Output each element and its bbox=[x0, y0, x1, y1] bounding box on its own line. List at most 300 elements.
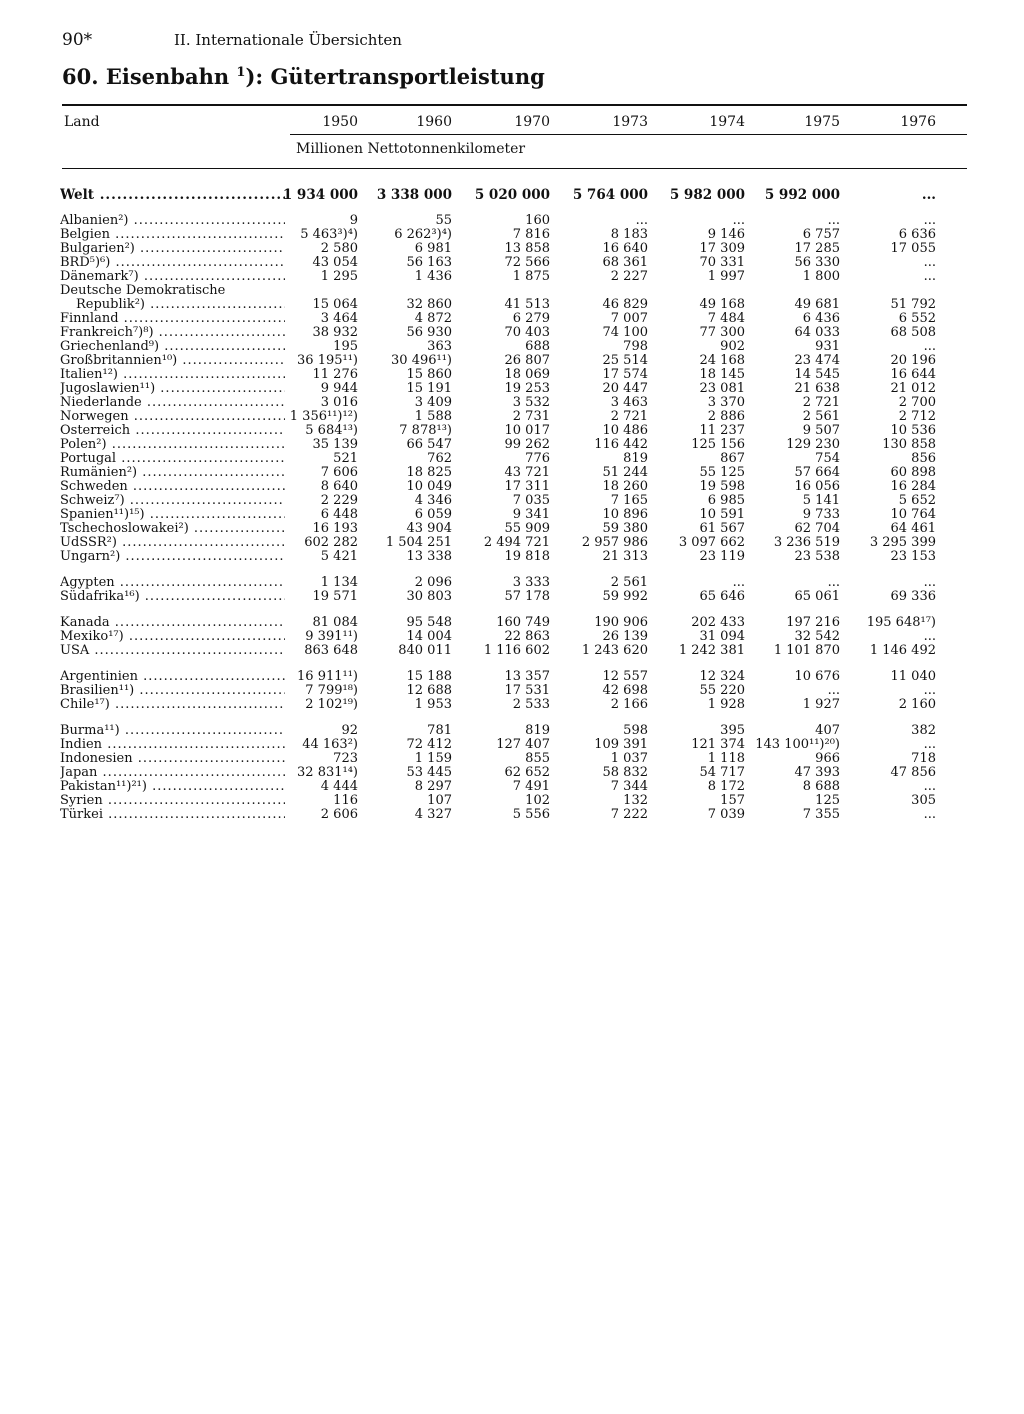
table-row bbox=[0, 766, 1024, 780]
value-cell: 2 102¹⁹) bbox=[305, 697, 358, 712]
value-cell: 70 403 bbox=[504, 325, 550, 340]
year-header: 1976 bbox=[900, 114, 936, 130]
header-mid-rule bbox=[290, 134, 967, 135]
value-cell: 32 831¹⁴) bbox=[297, 765, 358, 780]
value-cell: 6 636 bbox=[898, 227, 936, 242]
value-cell: 14 545 bbox=[794, 367, 840, 382]
value-cell: 10 049 bbox=[406, 479, 452, 494]
country-label: Norwegen ..... bbox=[60, 410, 285, 424]
value-cell: 35 139 bbox=[312, 437, 358, 452]
table-row bbox=[0, 808, 1024, 822]
value-cell: 17 055 bbox=[890, 241, 936, 256]
section-title: II. Internationale Übersichten bbox=[174, 31, 402, 49]
value-cell: 723 bbox=[333, 751, 358, 766]
value-cell: 1 588 bbox=[414, 409, 452, 424]
value-cell: 64 033 bbox=[794, 325, 840, 340]
value-cell: 4 444 bbox=[320, 779, 358, 794]
table-row bbox=[0, 794, 1024, 808]
value-cell: 9 507 bbox=[802, 423, 840, 438]
table-row bbox=[0, 738, 1024, 752]
title-footnote: 1 bbox=[236, 65, 246, 80]
value-cell: 43 054 bbox=[312, 255, 358, 270]
value-cell: 6 279 bbox=[512, 311, 550, 326]
value-cell: 863 648 bbox=[304, 643, 358, 658]
year-header: 1960 bbox=[416, 114, 452, 130]
value-cell: 10 591 bbox=[699, 507, 745, 522]
value-cell: 13 338 bbox=[406, 549, 452, 564]
table-row bbox=[0, 724, 1024, 738]
value-cell: 754 bbox=[815, 451, 840, 466]
value-cell: 819 bbox=[623, 451, 648, 466]
value-cell: 77 300 bbox=[699, 325, 745, 340]
value-cell: 5 992 000 bbox=[764, 187, 840, 203]
value-cell: 521 bbox=[333, 451, 358, 466]
value-cell: 2 096 bbox=[414, 575, 452, 590]
value-cell: 5 463³)⁴) bbox=[300, 227, 358, 242]
title-main: 60. Eisenbahn bbox=[62, 64, 230, 89]
value-cell: 125 bbox=[815, 793, 840, 808]
value-cell: 59 380 bbox=[602, 521, 648, 536]
value-cell: 4 327 bbox=[414, 807, 452, 822]
value-cell: 54 717 bbox=[699, 765, 745, 780]
page-header bbox=[62, 30, 402, 50]
country-label: Jugoslawien¹¹) ..... bbox=[60, 382, 285, 396]
value-cell: 407 bbox=[815, 723, 840, 738]
value-cell: 840 011 bbox=[398, 643, 452, 658]
value-cell: 42 698 bbox=[602, 683, 648, 698]
value-cell: 1 116 602 bbox=[483, 643, 550, 658]
value-cell: 2 561 bbox=[802, 409, 840, 424]
value-cell: 107 bbox=[427, 793, 452, 808]
value-cell: 23 474 bbox=[794, 353, 840, 368]
country-label: Albanien²) ..... bbox=[60, 214, 285, 228]
value-cell: 74 100 bbox=[602, 325, 648, 340]
value-cell: 10 536 bbox=[890, 423, 936, 438]
value-cell: 7 491 bbox=[512, 779, 550, 794]
country-label: Tschechoslowakei²) ..... bbox=[60, 522, 285, 536]
value-cell: 7 165 bbox=[610, 493, 648, 508]
value-cell: 776 bbox=[525, 451, 550, 466]
value-cell: 6 262³)⁴) bbox=[394, 227, 452, 242]
value-cell: 15 860 bbox=[406, 367, 452, 382]
value-cell: 7 035 bbox=[512, 493, 550, 508]
table-row bbox=[0, 780, 1024, 794]
value-cell: 8 297 bbox=[414, 779, 452, 794]
value-cell: 762 bbox=[427, 451, 452, 466]
value-cell: 4 346 bbox=[414, 493, 452, 508]
value-cell: 12 688 bbox=[406, 683, 452, 698]
value-cell: 24 168 bbox=[699, 353, 745, 368]
value-cell: 6 448 bbox=[320, 507, 358, 522]
value-cell: 30 803 bbox=[406, 589, 452, 604]
value-cell: ... bbox=[923, 779, 936, 794]
value-cell: 5 020 000 bbox=[474, 187, 550, 203]
value-cell: 10 764 bbox=[890, 507, 936, 522]
value-cell: 51 244 bbox=[602, 465, 648, 480]
value-cell: 18 145 bbox=[699, 367, 745, 382]
table-row bbox=[0, 536, 1024, 550]
value-cell: 3 295 399 bbox=[869, 535, 936, 550]
value-cell: 116 bbox=[333, 793, 358, 808]
value-cell: 798 bbox=[623, 339, 648, 354]
table-row bbox=[0, 698, 1024, 712]
value-cell: 44 163²) bbox=[302, 737, 358, 752]
value-cell: 26 807 bbox=[504, 353, 550, 368]
value-cell: 19 598 bbox=[699, 479, 745, 494]
value-cell: 72 566 bbox=[504, 255, 550, 270]
value-cell: 10 486 bbox=[602, 423, 648, 438]
value-cell: 3 370 bbox=[707, 395, 745, 410]
value-cell: 9 391¹¹) bbox=[305, 629, 358, 644]
country-label: Ägypten ..... bbox=[60, 576, 285, 590]
value-cell: 17 285 bbox=[794, 241, 840, 256]
table-row bbox=[0, 382, 1024, 396]
value-cell: 4 872 bbox=[414, 311, 452, 326]
value-cell: 7 344 bbox=[610, 779, 648, 794]
value-cell: 5 684¹³) bbox=[305, 423, 358, 438]
year-header: 1970 bbox=[514, 114, 550, 130]
value-cell: 69 336 bbox=[890, 589, 936, 604]
table-row bbox=[0, 508, 1024, 522]
value-cell: 7 039 bbox=[707, 807, 745, 822]
value-cell: 16 284 bbox=[890, 479, 936, 494]
value-cell: 7 355 bbox=[802, 807, 840, 822]
value-cell: 5 141 bbox=[802, 493, 840, 508]
header-bottom-rule bbox=[62, 168, 967, 169]
country-label: Kanada ..... bbox=[60, 616, 285, 630]
value-cell: 16 056 bbox=[794, 479, 840, 494]
value-cell: 55 220 bbox=[699, 683, 745, 698]
value-cell: 20 447 bbox=[602, 381, 648, 396]
country-label: USA ..... bbox=[60, 644, 285, 658]
country-label: Schweiz⁷) ..... bbox=[60, 494, 285, 508]
value-cell: 2 700 bbox=[898, 395, 936, 410]
value-cell: 64 461 bbox=[890, 521, 936, 536]
value-cell: 7 606 bbox=[320, 465, 358, 480]
table-row bbox=[0, 752, 1024, 766]
country-label: UdSSR²) ..... bbox=[60, 536, 285, 550]
value-cell: 5 556 bbox=[512, 807, 550, 822]
value-cell: ... bbox=[923, 575, 936, 590]
value-cell: 1 146 492 bbox=[869, 643, 936, 658]
value-cell: 47 856 bbox=[890, 765, 936, 780]
value-cell: 2 561 bbox=[610, 575, 648, 590]
value-cell: 51 792 bbox=[890, 297, 936, 312]
value-cell: 16 644 bbox=[890, 367, 936, 382]
value-cell: 3 236 519 bbox=[773, 535, 840, 550]
table-row bbox=[0, 368, 1024, 382]
value-cell: 15 191 bbox=[406, 381, 452, 396]
country-label: Burma¹¹) ..... bbox=[60, 724, 285, 738]
value-cell: 130 858 bbox=[882, 437, 936, 452]
table-row bbox=[0, 644, 1024, 658]
country-label: Welt ..... bbox=[60, 188, 285, 202]
value-cell: 1 295 bbox=[320, 269, 358, 284]
country-label: Großbritannien¹⁰) ..... bbox=[60, 354, 285, 368]
table-row bbox=[0, 616, 1024, 630]
value-cell: ... bbox=[923, 807, 936, 822]
value-cell: 143 100¹¹)²⁰) bbox=[755, 737, 840, 752]
value-cell: 32 860 bbox=[406, 297, 452, 312]
value-cell: 6 552 bbox=[898, 311, 936, 326]
value-cell: 2 227 bbox=[610, 269, 648, 284]
value-cell: 2 721 bbox=[802, 395, 840, 410]
value-cell: 49 168 bbox=[699, 297, 745, 312]
value-cell: 363 bbox=[427, 339, 452, 354]
value-cell: 598 bbox=[623, 723, 648, 738]
value-cell: 3 532 bbox=[512, 395, 550, 410]
value-cell: 8 688 bbox=[802, 779, 840, 794]
value-cell: 8 183 bbox=[610, 227, 648, 242]
value-cell: 127 407 bbox=[496, 737, 550, 752]
value-cell: 1 953 bbox=[414, 697, 452, 712]
value-cell: 38 932 bbox=[312, 325, 358, 340]
value-cell: 1 242 381 bbox=[678, 643, 745, 658]
value-cell: 2 886 bbox=[707, 409, 745, 424]
value-cell: 7 007 bbox=[610, 311, 648, 326]
value-cell: 2 160 bbox=[898, 697, 936, 712]
value-cell: 102 bbox=[525, 793, 550, 808]
value-cell: ... bbox=[923, 213, 936, 228]
value-cell: ... bbox=[923, 269, 936, 284]
value-cell: 2 229 bbox=[320, 493, 358, 508]
value-cell: 23 153 bbox=[890, 549, 936, 564]
table-row bbox=[0, 630, 1024, 644]
value-cell: 6 981 bbox=[414, 241, 452, 256]
value-cell: 7 816 bbox=[512, 227, 550, 242]
value-cell: 99 262 bbox=[504, 437, 550, 452]
value-cell: ... bbox=[923, 339, 936, 354]
value-cell: 9 146 bbox=[707, 227, 745, 242]
country-label: Portugal ..... bbox=[60, 452, 285, 466]
value-cell: 5 982 000 bbox=[669, 187, 745, 203]
table-row bbox=[0, 494, 1024, 508]
value-cell: 18 825 bbox=[406, 465, 452, 480]
country-label: Deutsche Demokratische bbox=[60, 284, 226, 298]
top-rule bbox=[62, 104, 967, 106]
value-cell: 966 bbox=[815, 751, 840, 766]
value-cell: 1 504 251 bbox=[385, 535, 452, 550]
table-row bbox=[0, 284, 1024, 298]
value-cell: 17 311 bbox=[504, 479, 550, 494]
value-cell: 10 676 bbox=[794, 669, 840, 684]
country-label: BRD⁵)⁶) ..... bbox=[60, 256, 285, 270]
country-label: Belgien ..... bbox=[60, 228, 285, 242]
value-cell: 49 681 bbox=[794, 297, 840, 312]
country-label: Ungarn²) ..... bbox=[60, 550, 285, 564]
value-cell: 1 875 bbox=[512, 269, 550, 284]
value-cell: 1 118 bbox=[707, 751, 745, 766]
table-row bbox=[0, 438, 1024, 452]
value-cell: 819 bbox=[525, 723, 550, 738]
value-cell: ... bbox=[732, 213, 745, 228]
value-cell: 92 bbox=[341, 723, 358, 738]
country-label: Indien ..... bbox=[60, 738, 285, 752]
value-cell: 3 464 bbox=[320, 311, 358, 326]
country-label: Syrien ..... bbox=[60, 794, 285, 808]
country-label: Südafrika¹⁶) ..... bbox=[60, 590, 285, 604]
table-row bbox=[0, 424, 1024, 438]
value-cell: 2 606 bbox=[320, 807, 358, 822]
value-cell: 13 357 bbox=[504, 669, 550, 684]
country-label: Finnland ..... bbox=[60, 312, 285, 326]
value-cell: 202 433 bbox=[691, 615, 745, 630]
value-cell: ... bbox=[923, 629, 936, 644]
value-cell: 11 237 bbox=[699, 423, 745, 438]
country-label: Rumänien²) ..... bbox=[60, 466, 285, 480]
value-cell: 21 012 bbox=[890, 381, 936, 396]
value-cell: 43 904 bbox=[406, 521, 452, 536]
value-cell: 160 bbox=[525, 213, 550, 228]
value-cell: 129 230 bbox=[786, 437, 840, 452]
table-row bbox=[0, 452, 1024, 466]
country-label: Dänemark⁷) ..... bbox=[60, 270, 285, 284]
value-cell: 65 646 bbox=[699, 589, 745, 604]
value-cell: 382 bbox=[911, 723, 936, 738]
table-row bbox=[0, 298, 1024, 312]
value-cell: ... bbox=[827, 575, 840, 590]
value-cell: 53 445 bbox=[406, 765, 452, 780]
value-cell: 32 542 bbox=[794, 629, 840, 644]
country-label: Schweden ..... bbox=[60, 480, 285, 494]
value-cell: 5 421 bbox=[320, 549, 358, 564]
header-land: Land bbox=[64, 114, 100, 130]
value-cell: 18 069 bbox=[504, 367, 550, 382]
value-cell: 57 178 bbox=[504, 589, 550, 604]
value-cell: 23 081 bbox=[699, 381, 745, 396]
country-label: Spanien¹¹)¹⁵) ..... bbox=[60, 508, 285, 522]
value-cell: 68 361 bbox=[602, 255, 648, 270]
value-cell: 5 652 bbox=[898, 493, 936, 508]
year-header: 1973 bbox=[612, 114, 648, 130]
value-cell: 8 172 bbox=[707, 779, 745, 794]
value-cell: 56 930 bbox=[406, 325, 452, 340]
value-cell: 6 436 bbox=[802, 311, 840, 326]
value-cell: 56 163 bbox=[406, 255, 452, 270]
table-row bbox=[0, 396, 1024, 410]
value-cell: 1 928 bbox=[707, 697, 745, 712]
value-cell: 3 333 bbox=[512, 575, 550, 590]
value-cell: 10 896 bbox=[602, 507, 648, 522]
country-label: Brasilien¹¹) ..... bbox=[60, 684, 285, 698]
value-cell: 2 721 bbox=[610, 409, 648, 424]
value-cell: 2 957 986 bbox=[581, 535, 648, 550]
value-cell: 688 bbox=[525, 339, 550, 354]
value-cell: 30 496¹¹) bbox=[391, 353, 452, 368]
country-label: Polen²) ..... bbox=[60, 438, 285, 452]
value-cell: 2 731 bbox=[512, 409, 550, 424]
value-cell: 13 858 bbox=[504, 241, 550, 256]
value-cell: 17 531 bbox=[504, 683, 550, 698]
value-cell: 1 934 000 bbox=[282, 187, 358, 203]
value-cell: 855 bbox=[525, 751, 550, 766]
value-cell: 16 911¹¹) bbox=[297, 669, 358, 684]
value-cell: 781 bbox=[427, 723, 452, 738]
value-cell: 12 557 bbox=[602, 669, 648, 684]
country-label: Griechenland⁹) ..... bbox=[60, 340, 285, 354]
value-cell: 1 800 bbox=[802, 269, 840, 284]
value-cell: 17 574 bbox=[602, 367, 648, 382]
value-cell: 21 638 bbox=[794, 381, 840, 396]
value-cell: 15 188 bbox=[406, 669, 452, 684]
table-row bbox=[0, 312, 1024, 326]
value-cell: 195 bbox=[333, 339, 358, 354]
value-cell: 56 330 bbox=[794, 255, 840, 270]
value-cell: 7 799¹⁸) bbox=[305, 683, 358, 698]
page-number: 90* bbox=[62, 30, 93, 50]
value-cell: 21 313 bbox=[602, 549, 648, 564]
value-cell: 19 253 bbox=[504, 381, 550, 396]
country-label: Frankreich⁷)⁸) ..... bbox=[60, 326, 285, 340]
value-cell: 62 652 bbox=[504, 765, 550, 780]
value-cell: 19 571 bbox=[312, 589, 358, 604]
value-cell: ... bbox=[827, 213, 840, 228]
table-row bbox=[0, 354, 1024, 368]
value-cell: 18 260 bbox=[602, 479, 648, 494]
value-cell: 3 338 000 bbox=[376, 187, 452, 203]
value-cell: 16 193 bbox=[312, 521, 358, 536]
table-row bbox=[0, 522, 1024, 536]
table-row bbox=[0, 270, 1024, 284]
value-cell: 3 409 bbox=[414, 395, 452, 410]
country-label: Japan ..... bbox=[60, 766, 285, 780]
value-cell: 72 412 bbox=[406, 737, 452, 752]
value-cell: 132 bbox=[623, 793, 648, 808]
value-cell: 1 037 bbox=[610, 751, 648, 766]
country-label: Mexiko¹⁷) ..... bbox=[60, 630, 285, 644]
value-cell: 17 309 bbox=[699, 241, 745, 256]
table-row bbox=[0, 670, 1024, 684]
value-cell: 47 393 bbox=[794, 765, 840, 780]
value-cell: 109 391 bbox=[594, 737, 648, 752]
value-cell: 1 927 bbox=[802, 697, 840, 712]
table-row bbox=[0, 684, 1024, 698]
value-cell: 8 640 bbox=[320, 479, 358, 494]
value-cell: 23 119 bbox=[699, 549, 745, 564]
value-cell: 856 bbox=[911, 451, 936, 466]
table-row bbox=[0, 466, 1024, 480]
value-cell: 3 097 662 bbox=[678, 535, 745, 550]
value-cell: 9 733 bbox=[802, 507, 840, 522]
value-cell: 70 331 bbox=[699, 255, 745, 270]
value-cell: 2 533 bbox=[512, 697, 550, 712]
value-cell: 2 494 721 bbox=[483, 535, 550, 550]
value-cell: 160 749 bbox=[496, 615, 550, 630]
year-header: 1950 bbox=[322, 114, 358, 130]
value-cell: 15 064 bbox=[312, 297, 358, 312]
value-cell: 6 059 bbox=[414, 507, 452, 522]
value-cell: ... bbox=[827, 683, 840, 698]
value-cell: 22 863 bbox=[504, 629, 550, 644]
table-row bbox=[0, 480, 1024, 494]
value-cell: 31 094 bbox=[699, 629, 745, 644]
value-cell: 2 580 bbox=[320, 241, 358, 256]
country-label: Republik²) ..... bbox=[76, 298, 285, 312]
value-cell: 1 134 bbox=[320, 575, 358, 590]
value-cell: 41 513 bbox=[504, 297, 550, 312]
value-cell: 190 906 bbox=[594, 615, 648, 630]
value-cell: 2 712 bbox=[898, 409, 936, 424]
value-cell: 6 985 bbox=[707, 493, 745, 508]
value-cell: 59 992 bbox=[602, 589, 648, 604]
value-cell: 26 139 bbox=[602, 629, 648, 644]
value-cell: 66 547 bbox=[406, 437, 452, 452]
value-cell: 121 374 bbox=[691, 737, 745, 752]
value-cell: 9 341 bbox=[512, 507, 550, 522]
country-label: Indonesien ..... bbox=[60, 752, 285, 766]
value-cell: 68 508 bbox=[890, 325, 936, 340]
value-cell: 6 757 bbox=[802, 227, 840, 242]
